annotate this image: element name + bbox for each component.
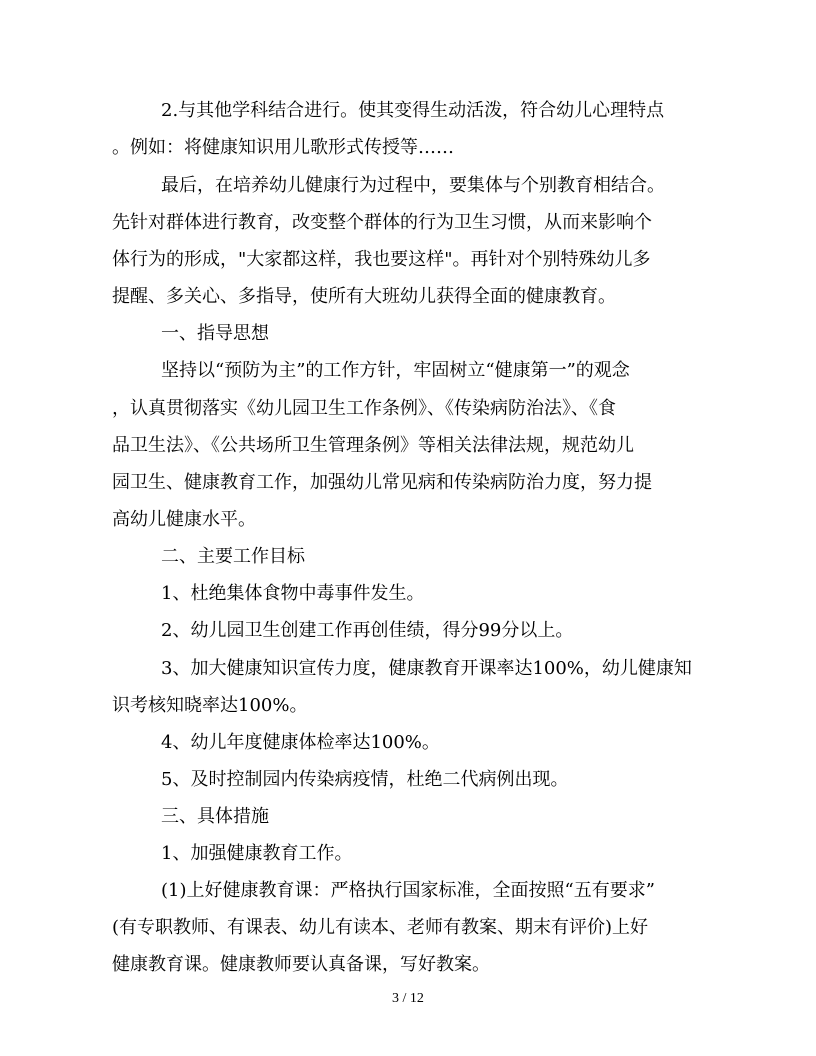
list-item: 1、杜绝集体食物中毒事件发生。 (161, 583, 425, 604)
list-item-continuation: 识考核知晓率达100%。 (112, 695, 308, 716)
paragraph-line: (有专职教师、有课表、幼儿有读本、老师有教案、期末有评价)上好 (112, 917, 649, 938)
paragraph-line: 高幼儿健康水平。 (112, 509, 256, 530)
paragraph-line: 坚持以“预防为主”的工作方针，牢固树立“健康第一”的观念 (161, 360, 630, 381)
paragraph-line: 品卫生法》、《公共场所卫生管理条例》等相关法律法规，规范幼儿 (112, 435, 634, 456)
paragraph-line: 。例如：将健康知识用儿歌形式传授等…… (112, 137, 454, 158)
paragraph-line: ，认真贯彻落实《幼儿园卫生工作条例》、《传染病防治法》、《食 (112, 398, 616, 419)
paragraph-line: 体行为的形成，"大家都这样，我也要这样"。再针对个别特殊幼儿多 (112, 249, 651, 270)
list-item: 2、幼儿园卫生创建工作再创佳绩，得分99分以上。 (161, 620, 574, 641)
paragraph-line: 最后，在培养幼儿健康行为过程中，要集体与个别教育相结合。 (161, 175, 665, 196)
paragraph-line: 健康教育课。健康教师要认真备课，写好教案。 (112, 954, 490, 975)
paragraph-line: 2.与其他学科结合进行。使其变得生动活泼，符合幼儿心理特点 (161, 100, 665, 121)
paragraph-line: 园卫生、健康教育工作，加强幼儿常见病和传染病防治力度，努力提 (112, 472, 652, 493)
list-item: 3、加大健康知识宣传力度，健康教育开课率达100%，幼儿健康知 (161, 658, 692, 679)
section-heading: 三、具体措施 (161, 806, 269, 827)
section-heading: 一、指导思想 (161, 323, 269, 344)
list-item: 5、及时控制园内传染病疫情，杜绝二代病例出现。 (161, 769, 569, 790)
paragraph-line: 先针对群体进行教育，改变整个群体的行为卫生习惯，从而来影响个 (112, 212, 652, 233)
paragraph-line: 提醒、多关心、多指导，使所有大班幼儿获得全面的健康教育。 (112, 286, 616, 307)
paragraph-line: (1)上好健康教育课：严格执行国家标准，全面按照“五有要求” (161, 880, 655, 901)
section-heading: 二、主要工作目标 (161, 546, 305, 567)
page-number: 3 / 12 (392, 991, 424, 1006)
list-item: 1、加强健康教育工作。 (161, 843, 353, 864)
list-item: 4、幼儿年度健康体检率达100%。 (161, 732, 440, 753)
